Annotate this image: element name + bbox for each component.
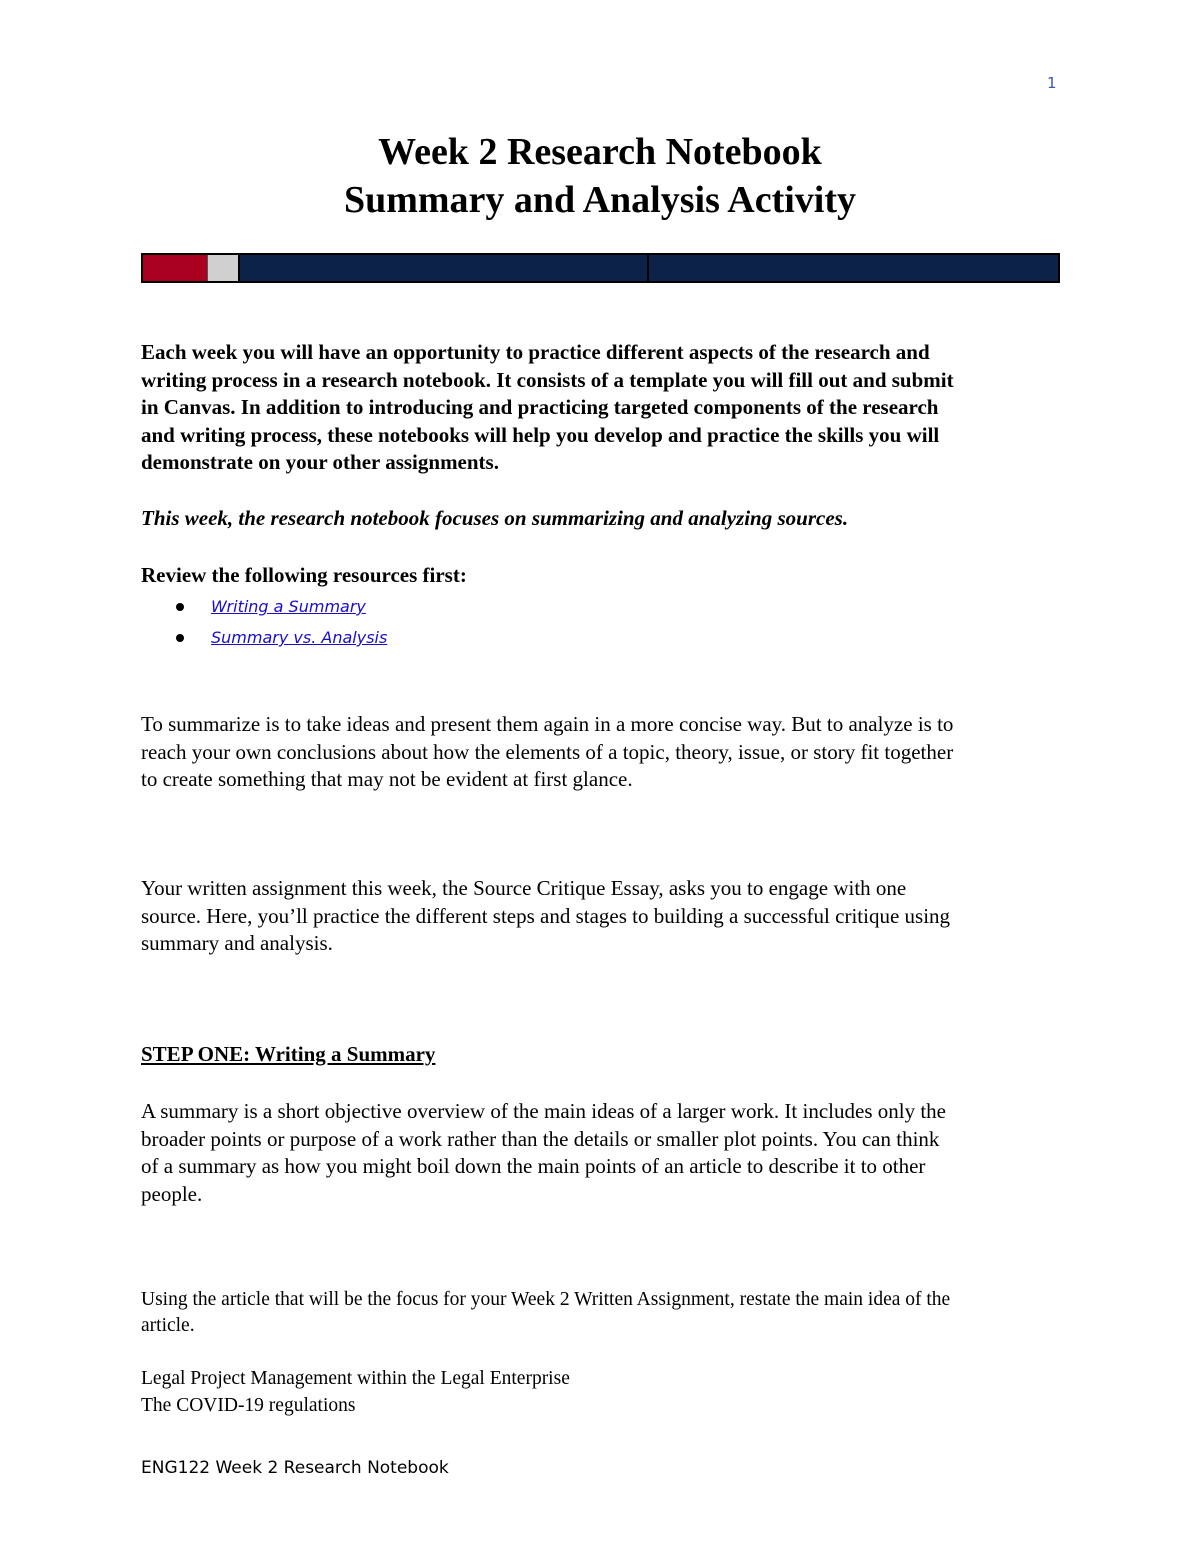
text-line: A summary is a short objective overview of the main ideas of a larger work. It includes only the [141, 1099, 946, 1123]
answer-text[interactable] [141, 1365, 1071, 1419]
list-item [176, 591, 387, 622]
page-title [0, 128, 1200, 224]
prompt-paragraph [141, 1287, 1071, 1339]
text-line: demonstrate on your other assignments. [141, 450, 499, 475]
resources-list [176, 591, 387, 653]
summary-vs-analysis-link[interactable]: Summary vs. Analysis [211, 628, 388, 647]
text-line: in Canvas. In addition to introducing and practicing targeted components of the research [141, 395, 939, 420]
title-line-2: Summary and Analysis Activity [343, 179, 857, 221]
step-one-heading: STEP ONE: Writing a Summary [141, 1042, 436, 1066]
assignment-paragraph [141, 875, 1071, 958]
intro-paragraph [141, 339, 1071, 477]
bar-navy-segment [649, 255, 1058, 281]
list-item [176, 622, 387, 653]
text-line: summary and analysis. [141, 931, 333, 956]
summarize-paragraph [141, 711, 1071, 794]
text-line: Each week you will have an opportunity to practice different aspects of the research and [141, 340, 930, 364]
text-line: people. [141, 1181, 203, 1206]
writing-a-summary-link[interactable]: Writing a Summary [211, 597, 366, 616]
text-line: to create something that may not be evident at first glance. [141, 767, 633, 792]
text-line: broader points or purpose of a work rather than the details or smaller plot points. You can think [141, 1126, 940, 1151]
bar-navy-segment [240, 255, 649, 281]
text-line: of a summary as how you might boil down the main points of an article to describe it to other [141, 1154, 926, 1179]
text-line: Using the article that will be the focus for your Week 2 Written Assignment, restate the main idea of the [141, 1289, 951, 1310]
bullet-icon [176, 603, 184, 611]
page-footer: ENG122 Week 2 Research Notebook [141, 1458, 449, 1478]
bar-red-segment [143, 255, 207, 281]
text-line: To summarize is to take ideas and present them again in a more concise way. But to analyze is to [141, 712, 954, 736]
bar-gray-segment [207, 255, 240, 281]
decorative-header-bar [141, 253, 1060, 283]
page-number: 1 [1047, 74, 1057, 92]
text-line: source. Here, you’ll practice the different steps and stages to building a successful critique using [141, 903, 951, 928]
resources-heading: Review the following resources first: [141, 563, 467, 587]
step-one-paragraph [141, 1098, 1071, 1208]
title-line-1: Week 2 Research Notebook [378, 131, 822, 173]
text-line: and writing process, these notebooks will help you develop and practice the skills you will [141, 422, 940, 447]
text-line: The COVID-19 regulations [141, 1395, 356, 1416]
text-line: article. [141, 1315, 195, 1336]
bullet-icon [176, 634, 184, 642]
focus-statement: This week, the research notebook focuses on summarizing and analyzing sources. [141, 506, 849, 530]
text-line: writing process in a research notebook. It consists of a template you will fill out and submit [141, 367, 954, 392]
text-line: Legal Project Management within the Legal Enterprise [141, 1368, 570, 1389]
text-line: reach your own conclusions about how the elements of a topic, theory, issue, or story fit together [141, 739, 954, 764]
text-line: Your written assignment this week, the Source Critique Essay, asks you to engage with one [141, 876, 907, 900]
